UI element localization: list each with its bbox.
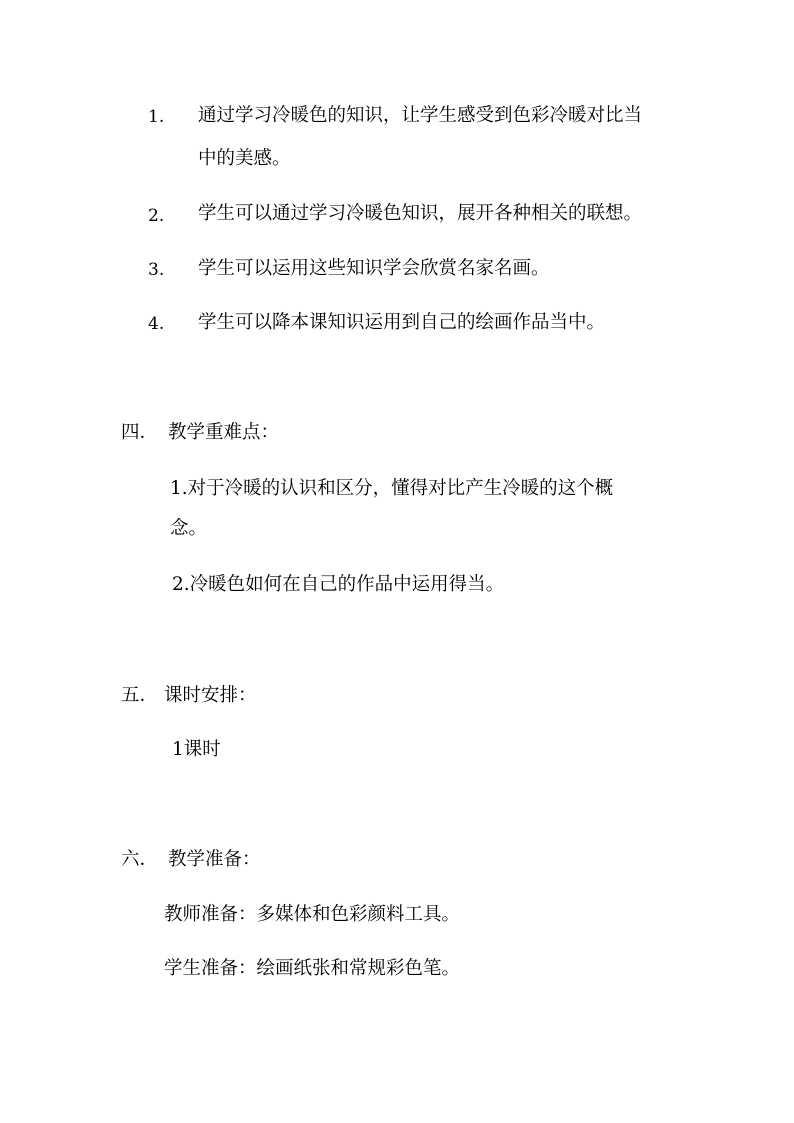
section4-item1-line2: 念。 bbox=[170, 518, 208, 539]
section5-content: 1课时 bbox=[172, 739, 221, 760]
section6-heading: 教学准备： bbox=[168, 849, 261, 870]
objective-2-marker: 2. bbox=[148, 206, 165, 226]
section5-heading: 课时安排： bbox=[164, 685, 257, 706]
section5-marker: 五． bbox=[121, 685, 159, 706]
objective-1-line1: 通过学习冷暖色的知识，让学生感受到色彩冷暖对比当 bbox=[198, 105, 643, 126]
section4-item2: 2.冷暖色如何在自己的作品中运用得当。 bbox=[172, 574, 505, 595]
objective-3-marker: 3. bbox=[148, 260, 165, 280]
section4-item1-line1: 1.对于冷暖的认识和区分，懂得对比产生冷暖的这个概 bbox=[170, 478, 614, 499]
section6-teacher: 教师准备：多媒体和色彩颜料工具。 bbox=[164, 904, 461, 925]
section4-heading: 教学重难点： bbox=[168, 422, 280, 443]
objective-1-line2: 中的美感。 bbox=[198, 148, 291, 169]
objective-4-line1: 学生可以降本课知识运用到自己的绘画作品当中。 bbox=[198, 312, 606, 333]
objective-3-line1: 学生可以运用这些知识学会欣赏名家名画。 bbox=[198, 258, 550, 279]
section6-student: 学生准备：绘画纸张和常规彩色笔。 bbox=[164, 958, 461, 979]
objective-4-marker: 4. bbox=[148, 314, 165, 334]
section4-marker: 四． bbox=[121, 422, 159, 443]
section6-marker: 六． bbox=[121, 849, 159, 870]
objective-1-marker: 1. bbox=[148, 107, 165, 127]
objective-2-line1: 学生可以通过学习冷暖色知识，展开各种相关的联想。 bbox=[198, 203, 643, 224]
